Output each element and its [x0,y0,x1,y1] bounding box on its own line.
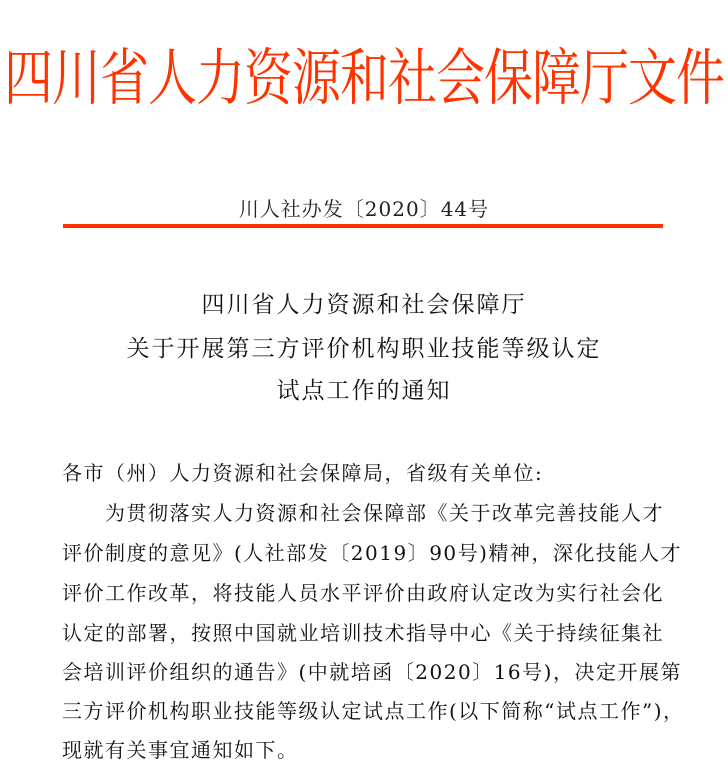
title-line-1: 四川省人力资源和社会保障厅 [201,292,527,318]
body-line-2: 评价制度的意见》(人社部发〔2019〕90号)精神，深化技能人才 [62,541,682,565]
body-line-6: 三方评价机构职业技能等级认定试点工作(以下简称“试点工作”)， [62,699,685,723]
body-line-3: 评价工作改革，将技能人员水平评价由政府认定改为实行社会化 [62,581,664,605]
salutation: 各市（州）人力资源和社会保障局，省级有关单位: [62,461,544,485]
document-masthead: 四川省人力资源和社会保障厅文件 [3,42,724,114]
body-line-7: 现就有关事宜通知如下。 [62,738,299,762]
document-number: 川人社办发〔2020〕44号 [238,197,490,221]
body-line-5: 会培训评价组织的通告》(中就培函〔2020〕16号)，决定开展第 [62,660,682,684]
title-line-2: 关于开展第三方评价机构职业技能等级认定 [126,336,602,362]
body-line-1: 为贯彻落实人力资源和社会保障部《关于改革完善技能人才 [62,501,664,525]
body-line-4: 认定的部署，按照中国就业培训技术指导中心《关于持续征集社 [62,621,664,645]
red-divider-rule [63,224,663,228]
title-line-3: 试点工作的通知 [276,378,452,404]
